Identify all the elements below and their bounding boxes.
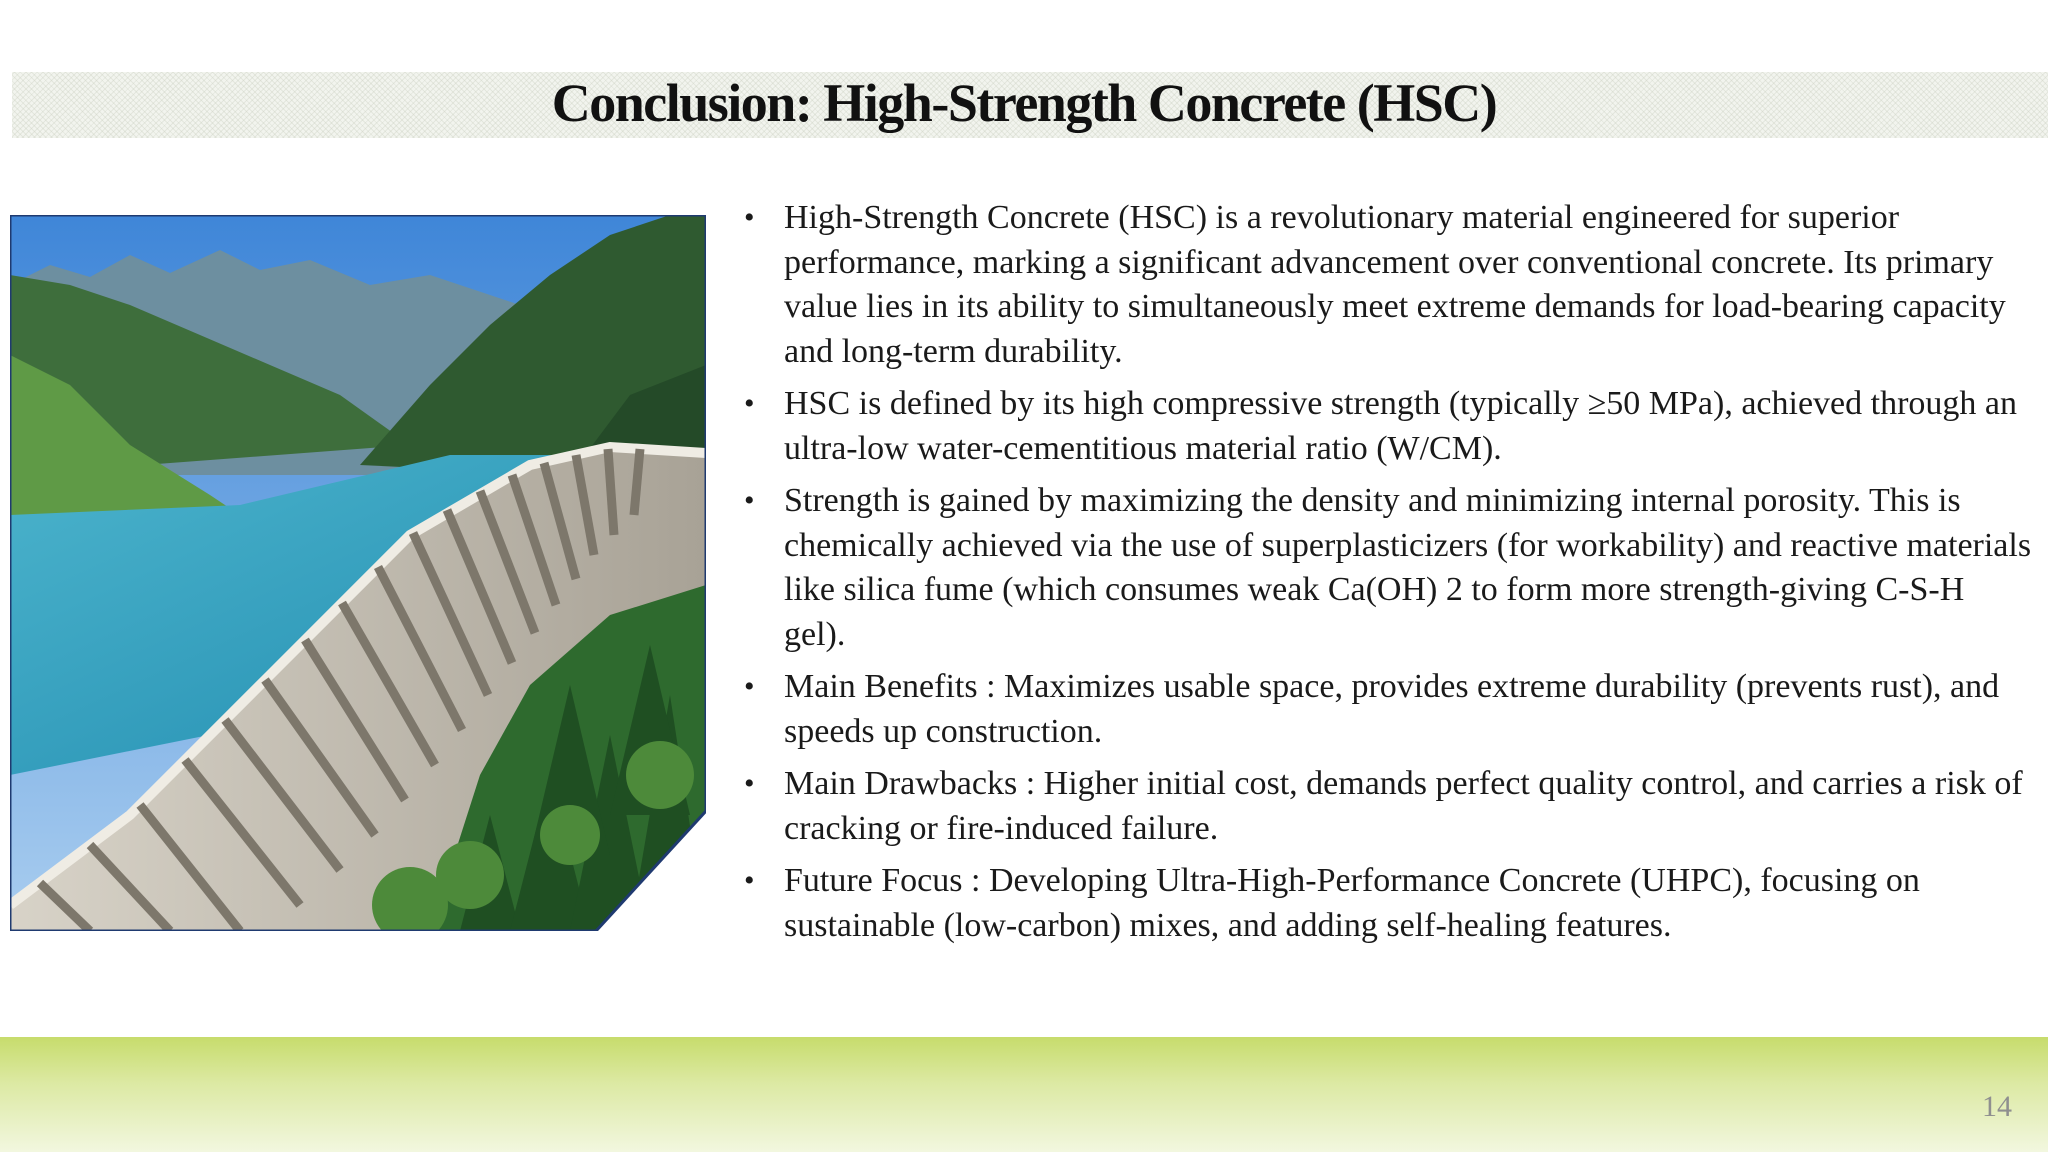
bullet-text-2: HSC is defined by its high compressive strength (typically ≥50 MPa), achieved through an ultra-low water-cementitious material ratio (W/CM).: [784, 385, 2017, 467]
bullet-marker: •: [744, 201, 755, 234]
bullet-text-1: High-Strength Concrete (HSC) is a revolutionary material engineered for superior performance, marking a significant advancement over conventional concrete. Its primary value lies in its ability to simultaneously meet extreme demands for load-bearing capacity and long-term durability.: [784, 199, 2006, 370]
bullet-item-1: [744, 196, 2034, 374]
bullet-text-6: Future Focus : Developing Ultra-High-Performance Concrete (UHPC), focusing on sustainable (low-carbon) mixes, and adding self-healing features.: [784, 862, 1920, 944]
bullet-item-3: [744, 479, 2034, 657]
page-number: 14: [1982, 1090, 2012, 1123]
footer-band: [0, 1037, 2048, 1152]
bullet-marker: •: [744, 387, 755, 420]
slide-title: Conclusion: High-Strength Concrete (HSC): [551, 73, 1497, 133]
bullet-marker: •: [744, 864, 755, 897]
bullet-marker: •: [744, 767, 755, 800]
bullet-item-4: [744, 665, 2034, 754]
bullet-text-3: Strength is gained by maximizing the density and minimizing internal porosity. This is chemically achieved via the use of superplasticizers (for workability) and reactive materials like silica fume (which consumes weak Ca(OH) 2 to form more strength-giving C-S-H gel).: [784, 482, 2032, 653]
bullet-text-5: Main Drawbacks : Higher initial cost, demands perfect quality control, and carries a risk of cracking or fire-induced failure.: [784, 765, 2023, 847]
bullet-item-6: [744, 859, 2034, 948]
bullet-item-5: [744, 762, 2034, 851]
bullet-text-4: Main Benefits : Maximizes usable space, provides extreme durability (prevents rust), and speeds up construction.: [784, 668, 2000, 750]
bullet-marker: •: [744, 484, 755, 517]
bullet-marker: •: [744, 670, 755, 703]
dam-photo: [10, 215, 706, 931]
bullet-list: [744, 196, 2034, 956]
bullet-item-2: [744, 382, 2034, 471]
